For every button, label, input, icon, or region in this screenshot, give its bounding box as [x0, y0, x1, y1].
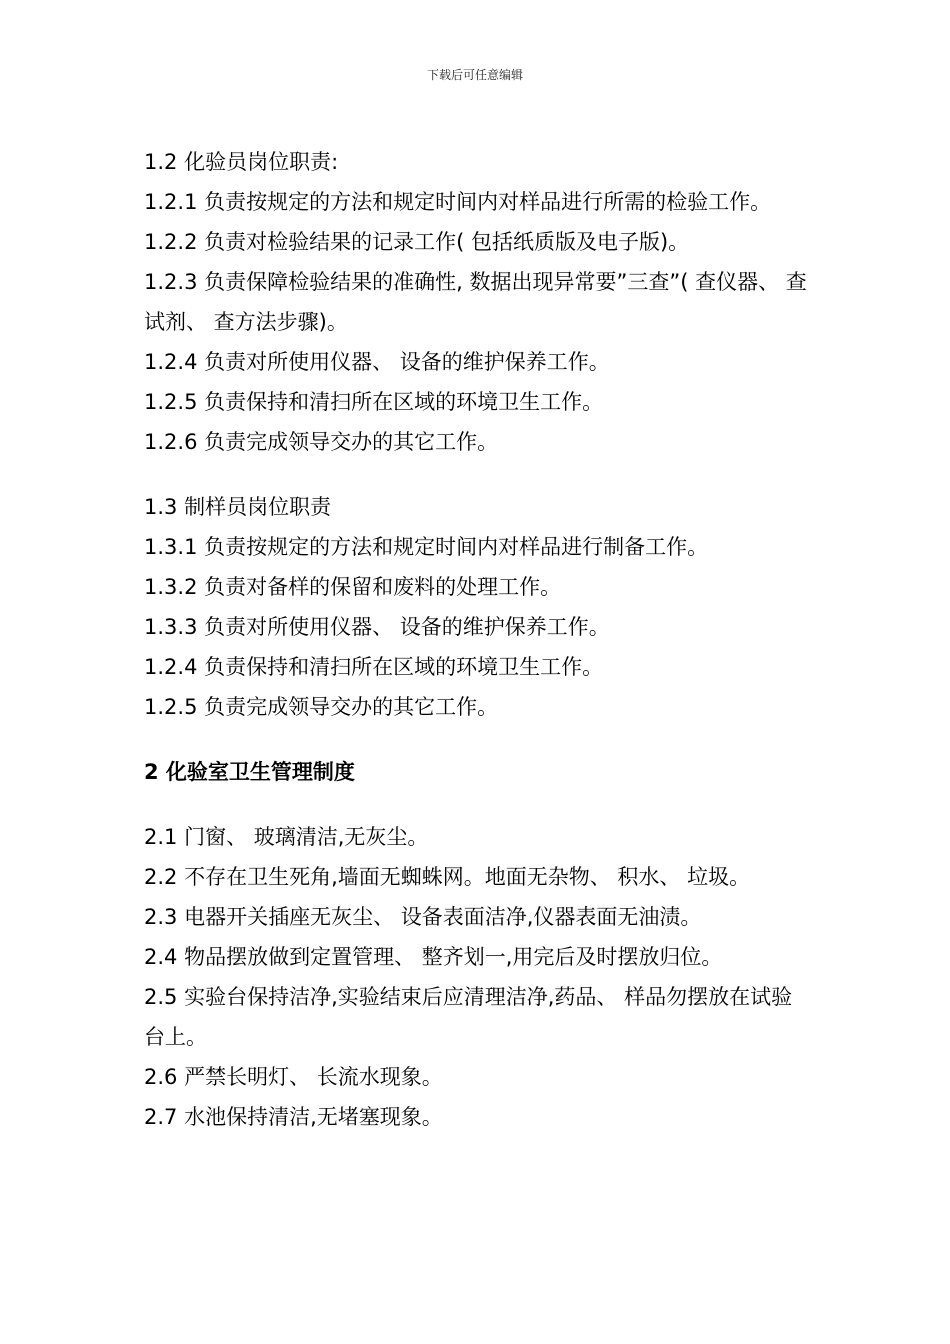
list-item: 1.2.6 负责完成领导交办的其它工作。	[144, 430, 499, 454]
list-item: 2.7 水池保持清洁,无堵塞现象。	[144, 1105, 443, 1129]
section-2	[144, 752, 810, 1137]
list-item: 1.3.1 负责按规定的方法和规定时间内对样品进行制备工作。	[144, 535, 709, 559]
spacer	[144, 462, 810, 487]
list-item: 2.3 电器开关插座无灰尘、 设备表面洁净,仪器表面无油渍。	[144, 905, 702, 929]
list-item: 1.2.1 负责按规定的方法和规定时间内对样品进行所需的检验工作。	[144, 190, 772, 214]
list-item: 2.4 物品摆放做到定置管理、 整齐划一,用完后及时摆放归位。	[144, 945, 723, 969]
list-item: 1.2.5 负责完成领导交办的其它工作。	[144, 695, 499, 719]
list-item: 1.2.5 负责保持和清扫所在区域的环境卫生工作。	[144, 390, 604, 414]
section-1-3	[144, 487, 810, 727]
list-item: 2.5 实验台保持洁净,实验结束后应清理洁净,药品、 样品勿摆放在试验台上。	[144, 985, 793, 1049]
list-item: 2.1 门窗、 玻璃清洁,无灰尘。	[144, 825, 429, 849]
document-body	[144, 142, 810, 1137]
section-1-2-title: 1.2 化验员岗位职责:	[144, 150, 339, 174]
section-1-3-title: 1.3 制样员岗位职责	[144, 495, 332, 519]
spacer	[144, 792, 810, 817]
list-item: 1.3.3 负责对所使用仪器、 设备的维护保养工作。	[144, 615, 610, 639]
list-item: 1.2.4 负责对所使用仪器、 设备的维护保养工作。	[144, 350, 610, 374]
list-item: 2.6 严禁长明灯、 长流水现象。	[144, 1065, 443, 1089]
list-item: 1.3.2 负责对备样的保留和废料的处理工作。	[144, 575, 562, 599]
list-item: 2.2 不存在卫生死角,墙面无蜘蛛网。地面无杂物、 积水、 垃圾。	[144, 865, 751, 889]
list-item: 1.2.4 负责保持和清扫所在区域的环境卫生工作。	[144, 655, 604, 679]
page-header-note: 下载后可任意编辑	[426, 68, 523, 82]
spacer	[144, 727, 810, 752]
list-item: 1.2.3 负责保障检验结果的准确性, 数据出现异常要”三查”( 查仪器、 查试剂、 查方法步骤)。	[144, 270, 807, 334]
section-2-title: 2 化验室卫生管理制度	[144, 760, 355, 784]
list-item: 1.2.2 负责对检验结果的记录工作( 包括纸质版及电子版)。	[144, 230, 690, 254]
section-1-2	[144, 142, 810, 462]
